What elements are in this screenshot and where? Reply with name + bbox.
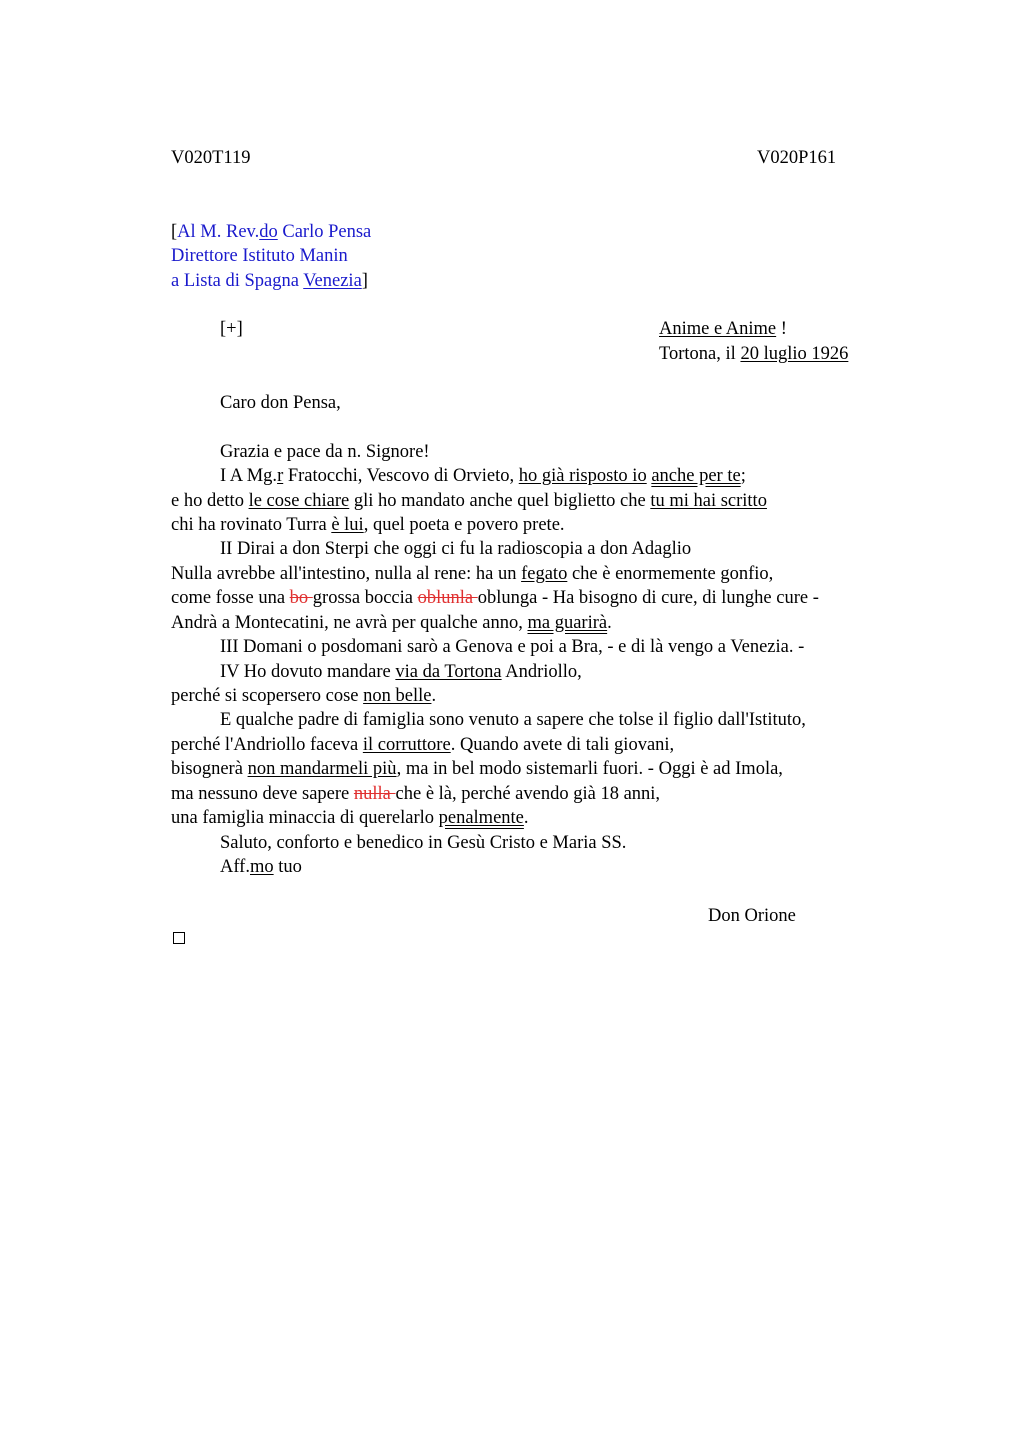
body-line-13: bisognerà non mandarmeli più, ma in bel modo sistemarli fuori. - Oggi è ad Imola, [171,759,783,779]
deleted-text: bo [289,588,313,608]
address-city: Venezia [303,271,362,291]
date-line [659,343,848,365]
greeting: Grazia e pace da n. Signore! [220,442,430,462]
signature: Don Orione [708,906,796,926]
date-prefix: Tortona, il [659,344,741,364]
salutation: Caro don Pensa, [220,393,341,413]
body-line-12: perché l'Andriollo faceva il corruttore. Quando avete di tali giovani, [171,735,675,755]
bracket-open: [ [171,222,178,242]
body-line-5: Nulla avrebbe all'intestino, nulla al rene: ha un fegato che è enormemente gonfio, [171,564,774,584]
body-line-7: Andrà a Montecatini, ne avrà per qualche anno, ma guarirà. [171,613,612,633]
address-street: a Lista di Spagna [171,271,304,291]
body-line-2: e ho detto le cose chiare gli ho mandato anche quel biglietto che tu mi hai scritto [171,491,767,511]
body-line-14: ma nessuno deve sapere nulla che è là, perché avendo già 18 anni, [171,784,661,804]
address-title-superscript: do [259,222,278,242]
body-line-4: II Dirai a don Sterpi che oggi ci fu la radioscopia a don Adaglio [220,539,692,559]
body-line-1: I A Mg.r Fratocchi, Vescovo di Orvieto, ho già risposto io anche per te; [220,466,746,486]
body-line-16: Saluto, conforto e benedico in Gesù Cristo e Maria SS. [220,833,627,853]
body-line-9: IV Ho dovuto mandare via da Tortona Andriollo, [220,662,582,682]
address-line-2: Direttore Istituto Manin [171,246,348,266]
bracket-close: ] [361,271,368,291]
motto-text: Anime e Anime [659,319,777,339]
body-line-3: chi ha rovinato Turra è lui, quel poeta e povero prete. [171,515,565,535]
body-line-6: come fosse una bo grossa boccia oblunla oblunga - Ha bisogno di cure, di lunghe cure - [171,588,819,608]
date-value: 20 luglio 1926 [740,344,849,364]
deleted-text: oblunla [417,588,478,608]
deleted-text: nulla [353,784,396,804]
address-line-3 [171,270,368,292]
motto-punct: ! [776,319,787,339]
address-line-1 [171,221,371,243]
body-line-15: una famiglia minaccia di querelarlo penalmente. [171,808,529,828]
cross-mark: [+] [220,319,243,339]
body-line-8: III Domani o posdomani sarò a Genova e poi a Bra, - e di là vengo a Venezia. - [220,637,805,657]
closing: Aff.mo tuo [220,857,302,877]
end-marker-box [173,932,185,944]
address-title: Al M. Rev. [177,222,260,242]
motto [659,318,787,340]
address-recipient: Carlo Pensa [277,222,372,242]
body-line-10: perché si scopersero cose non belle. [171,686,437,706]
body-line-11: E qualche padre di famiglia sono venuto a sapere che tolse il figlio dall'Istituto, [220,710,806,730]
document-code-right: V020P161 [757,148,837,168]
document-code-left: V020T119 [171,148,251,168]
